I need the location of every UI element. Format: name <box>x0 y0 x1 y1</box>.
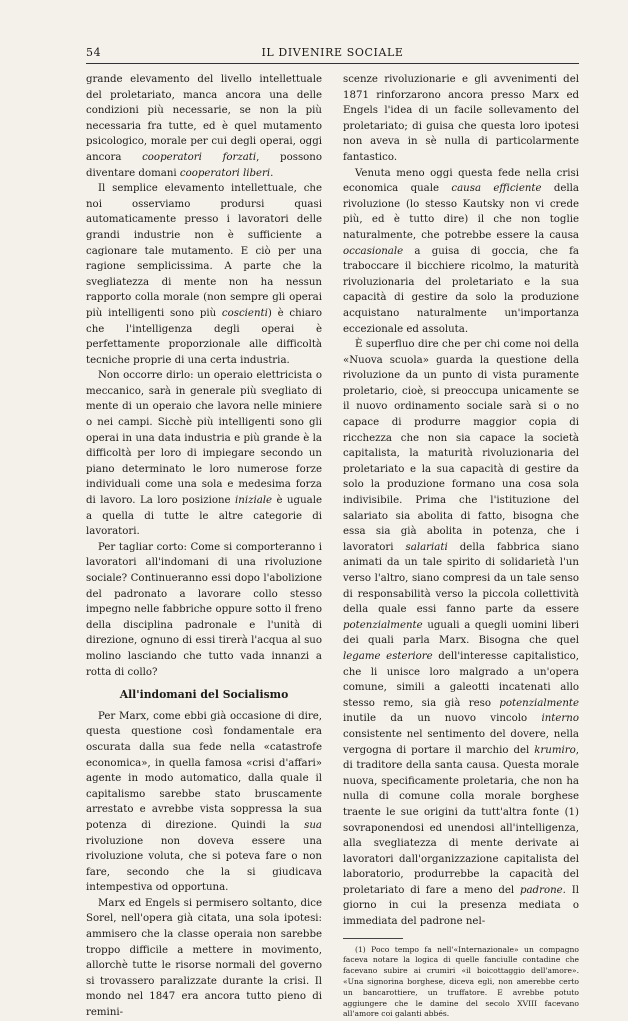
footnote: (1) Poco tempo fa nell'«Internazionale» un compagno faceva notare la logica di quelle fanciulle contadine che facevano subire ai crumiri «il boicottaggio dell'amore». «Una signorina borghese, diceva egli, non amerebbe certo un bancarottiere, un truffatore. E avrebbe potuto aggiungere che le damine del secolo XVIII facevano all'amore coi galanti abbés. <box>343 944 579 1019</box>
paragraph: Per Marx, come ebbi già occasione di dire, questa questione così fondamentale era oscurata dalla sua fede nella «catastrofe economica», in quella famosa «crisi d'affari» agente in modo automatico, dalla quale il capitalismo sarebbe stato bruscamente arrestato e avrebbe vista soppressa la sua potenza di direzione. Quindi la sua rivoluzione non doveva essere una rivoluzione voluta, che si poteva fare o non fare, secondo che la si giudicava intempestiva od opportuna. <box>86 710 322 894</box>
paragraph: È superfluo dire che per chi come noi della «Nuova scuola» guarda la questione della rivoluzione da un punto di vista puramente proletario, cioè, si preoccupa unicamente se il nuovo ordinamento sociale sarà si o no capace di produrre maggior copia di ricchezza che non sia capace la società capitalista, la maturità rivoluzionaria del proletariato e la sua capacità di gestire da solo la produzione formano una cosa sola indivisibile. Prima che l'istituzione del salariato sia abolita di fatto, bisogna che essa sia già abolita in potenza, che i lavoratori salariati della fabbrica siano animati da un tale spirito di solidarietà l'un verso l'altro, siano compresi da un tale senso di responsabilità verso la piccola collettività della quale essi fanno parte da essere potenzialmente uguali a quegli uomini liberi dei quali parla Marx. Bisogna che quel legame esteriore dell'interesse capitalistico, che li unisce loro malgrado a un'opera comune, simili a galeotti incatenati allo stesso remo, sia già reso potenzialmente inutile da un nuovo vincolo interno consistente nel sentimento del dovere, nella vergogna di portare il marchio del krumiro, di traditore della santa causa. Questa morale nuova, specificamente proletaria, che non ha nulla di comune colla morale borghese traente le sue origini da tutt'altra fonte (1) sovraponendosi ed unendosi all'intelligenza, alla svegliatezza di mente derivate ai lavoratori dall'organizzazione capitalista del laboratorio, produrrebbe la capacità del proletariato di fare a meno del padrone. Il giorno in cui la presenza mediata o immediata del padrone nel- <box>343 339 579 928</box>
paragraph: scenze rivoluzionarie e gli avvenimenti del 1871 rinforzarono ancora presso Marx ed Engels l'idea di un facile sollevamento del proletariato; di guisa che questa loro ipotesi non aveva in sè nulla di particolarmente fantastico. <box>343 74 579 163</box>
page-number: 54 <box>86 46 102 59</box>
right-column <box>343 72 579 1020</box>
paragraph: Il semplice elevamento intellettuale, che noi osserviamo prodursi quasi automaticamente presso i lavoratori delle grandi industrie non è sufficiente a cagionare tale mutamento. E ciò per una ragione semplicissima. A parte che la svegliatezza di mente non ha nessun rapporto colla morale (non sempre gli operai più intelligenti sono più coscienti) è chiaro che l'intelligenza degli operai è perfettamente proporzionale alle difficoltà tecniche proprie di una certa industria. <box>86 183 322 366</box>
footnote-rule <box>343 938 403 939</box>
paragraph: Per tagliar corto: Come si comporteranno i lavoratori all'indomani di una rivoluzione sociale? Continueranno essi dopo l'abolizione del padronato a lavorare collo stesso impegno nelle fabbriche oppure sotto il freno della disciplina padronale e l'unità di direzione, ognuno di essi tirerà l'acqua al suo molino lasciando che tutto vada innanzi a rotta di collo? <box>86 541 322 678</box>
paragraph: Marx ed Engels si permisero soltanto, dice Sorel, nell'opera già citata, una sola ipotesi: ammisero che la classe operaia non sarebbe troppo difficile a mettere in movimento, allorchè tutte le risorse normali del governo si trovassero paralizzate durante la crisi. Il mondo nel 1847 era ancora tutto pieno di remini- <box>86 897 322 1019</box>
paragraph: grande elevamento del livello intellettuale del proletariato, manca ancora una delle condizioni più necessarie, se non la più necessaria fra tutte, ed è quel mutamento psicologico, morale per cui degli operai, oggi ancora cooperatori forzati, possono diventare domani cooperatori liberi. <box>86 74 322 179</box>
paragraph: Non occorre dirlo: un operaio elettricista o meccanico, sarà in generale più svegliato di mente di un operaio che lavora nelle miniere o nei campi. Sicchè più intelligenti sono gli operai in una data industria e più grande è la difficoltà per loro di impiegare secondo un piano determinato le loro numerose forze individuali come una sola e medesima forza di lavoro. La loro posizione iniziale è uguale a quella di tutte le altre categorie di lavoratori. <box>86 370 322 538</box>
journal-title: IL DIVENIRE SOCIALE <box>261 46 404 59</box>
paragraph: Venuta meno oggi questa fede nella crisi economica quale causa efficiente della rivoluzione (lo stesso Kautsky non vi crede più, ed è tutto dire) il che non toglie naturalmente, che potrebbe essere la causa occasionale a guisa di goccia, che fa traboccare il bicchiere ricolmo, la maturità rivoluzionaria del proletariato e la sua capacità di gestire da solo la produzione acquistano naturalmente un'importanza eccezionale ed assoluta. <box>343 167 579 335</box>
header-rule <box>86 63 579 64</box>
left-column <box>86 72 322 1021</box>
running-header <box>86 46 579 62</box>
section-heading: All'indomani del Socialismo <box>119 688 289 702</box>
